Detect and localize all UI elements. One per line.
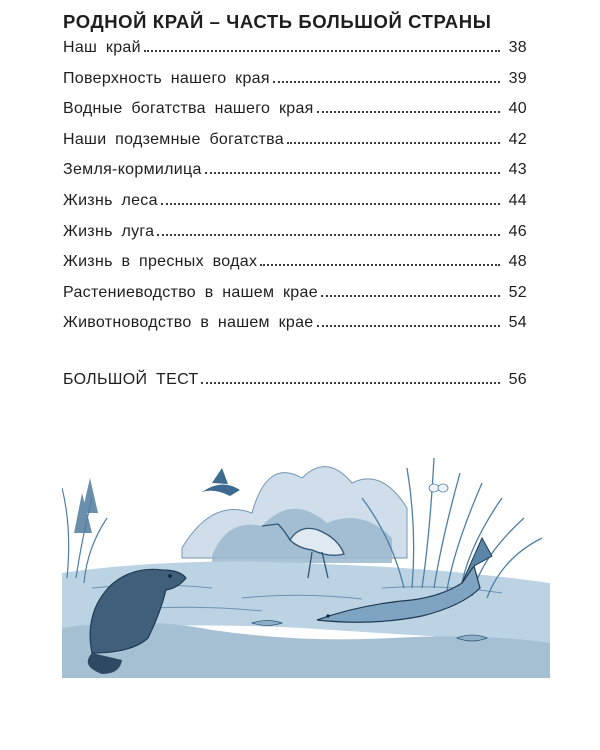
toc-item-label: Наш край xyxy=(63,39,141,56)
toc-page-number: 46 xyxy=(508,222,527,240)
toc-page-number: 52 xyxy=(508,283,527,301)
toc-item-bolshoi-test[interactable] xyxy=(63,371,527,402)
nature-illustration xyxy=(62,438,550,678)
toc-item-rastenievodstvo[interactable] xyxy=(63,284,527,315)
toc-item-label: Земля-кормилица xyxy=(63,161,202,179)
toc-page-number: 54 xyxy=(508,314,527,332)
dot-leader xyxy=(287,142,500,144)
toc-item-podzemnye-bogatstva[interactable] xyxy=(63,131,527,162)
dot-leader xyxy=(201,382,500,384)
dot-leader xyxy=(161,203,500,205)
toc-test-block xyxy=(63,371,527,402)
dot-leader xyxy=(144,50,500,52)
toc-page-number: 42 xyxy=(508,130,527,148)
toc-item-label: Водные богатства нашего края xyxy=(63,100,314,118)
dot-leader xyxy=(273,81,500,83)
toc-item-vodnye-bogatstva[interactable] xyxy=(63,100,527,131)
section-title: РОДНОЙ КРАЙ – ЧАСТЬ БОЛЬШОЙ СТРАНЫ xyxy=(63,11,492,32)
toc-item-label: Наши подземные богатства xyxy=(63,130,284,148)
toc-page-number: 43 xyxy=(508,161,527,179)
dot-leader xyxy=(157,234,500,236)
background-forest xyxy=(74,467,407,563)
dot-leader xyxy=(321,295,500,297)
toc-item-zhizn-luga[interactable] xyxy=(63,223,527,254)
toc-page-number: 56 xyxy=(508,371,527,388)
butterfly xyxy=(429,484,448,492)
toc-page-number: 39 xyxy=(508,69,527,87)
dot-leader xyxy=(260,264,500,266)
toc-item-label: Животноводство в нашем крае xyxy=(63,314,314,332)
dot-leader xyxy=(317,111,500,113)
toc-page-number: 40 xyxy=(508,100,527,118)
toc-item-label: Растениеводство в нашем крае xyxy=(63,283,318,301)
toc-item-label: Жизнь леса xyxy=(63,191,158,209)
toc-item-presnye-vody[interactable] xyxy=(63,253,527,284)
toc-item-label: БОЛЬШОЙ ТЕСТ xyxy=(63,371,199,388)
dot-leader xyxy=(317,325,501,327)
table-of-contents xyxy=(63,39,527,345)
toc-item-label: Жизнь в пресных водах xyxy=(63,253,258,271)
flying-duck xyxy=(202,468,240,496)
dot-leader xyxy=(205,172,500,174)
toc-page-number: 44 xyxy=(508,191,527,209)
toc-item-zemlya-kormilitsa[interactable] xyxy=(63,161,527,192)
toc-page-number: 38 xyxy=(508,39,527,56)
toc-item-zhivotnovodstvo[interactable] xyxy=(63,314,527,345)
toc-page-number: 48 xyxy=(508,253,527,271)
toc-item-zhizn-lesa[interactable] xyxy=(63,192,527,223)
toc-item-label: Жизнь луга xyxy=(63,222,155,240)
toc-item-label: Поверхность нашего края xyxy=(63,69,270,87)
toc-item-poverkhnost[interactable] xyxy=(63,70,527,101)
toc-item-nash-krai[interactable] xyxy=(63,39,527,70)
